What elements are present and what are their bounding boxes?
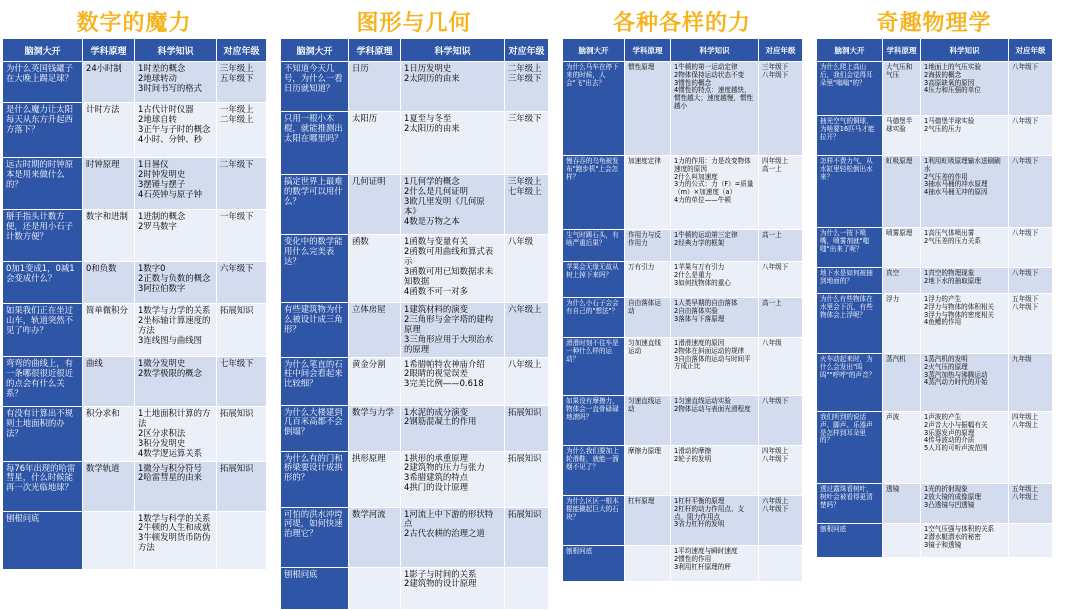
knowledge-cell: 1影子与时间的关系 2建筑物的设计原理 xyxy=(401,567,505,609)
knowledge-cell: 1古代计时仪器 2地球自转 3正午与子时的概念 4小时、分钟、秒 xyxy=(135,103,217,158)
principle-cell: 黄金分割 xyxy=(349,357,401,405)
question-cell: 为什么英国钱罐子在大晚上踢足球？ xyxy=(3,62,83,103)
principle-cell: 几何证明 xyxy=(349,175,401,235)
panel-geometry xyxy=(280,0,548,608)
table-row xyxy=(3,62,267,103)
grade-cell: 三年级下 八年级下 xyxy=(759,62,803,156)
principle-cell: 匀加速直线运动 xyxy=(625,338,671,396)
question-cell: 为什么区区一根木棍能撬起巨大的石块？ xyxy=(563,496,625,546)
grade-cell: 拓展知识 xyxy=(505,507,549,567)
principle-cell: 浮力 xyxy=(883,294,921,354)
principle-cell: 蒸汽机 xyxy=(883,354,921,412)
panel-title: 图形与几何 xyxy=(356,11,472,36)
header-brainstorm: 脑洞大开 xyxy=(563,39,625,62)
principle-cell xyxy=(83,511,135,569)
question-cell: 慢吞吞的乌龟被发布"跑步机"上会怎样？ xyxy=(563,156,625,230)
grade-cell: 四年级上 八年级上 xyxy=(1009,412,1053,484)
principle-cell: 惯性原理 xyxy=(625,62,671,156)
grade-cell: 八年级下 xyxy=(1009,62,1053,116)
question-cell: 为什么马车在停下来的时候，人会"飞"出去？ xyxy=(563,62,625,156)
knowledge-table xyxy=(280,38,549,610)
question-cell: 刨根问底 xyxy=(281,567,349,609)
table-row xyxy=(281,303,549,358)
principle-cell: 曲线 xyxy=(83,357,135,407)
grade-cell: 六年级上 xyxy=(505,303,549,358)
knowledge-cell: 1希腊帕特农神庙介绍 2眼睛的视觉误差 3完美比例——0.618 xyxy=(401,357,505,405)
grade-cell: 拓展知识 xyxy=(505,451,549,507)
header-grade: 对应年级 xyxy=(759,39,803,62)
knowledge-cell: 1杠杆平衡的原理 2杠杆的动力作用点、支点、阻力作用点 3省力杠杆的发明 xyxy=(671,496,759,546)
knowledge-cell: 1声波的产生 2声音大小与振幅有关 3乐器发声的原理 4传导波动的介质 5人耳的可听声波范围 xyxy=(921,412,1009,484)
question-cell: 地下水是如何被抽到地面的？ xyxy=(817,268,883,294)
table-row xyxy=(3,103,267,158)
question-cell: 如果我们正在坐过山车，轨道突然不见了咋办？ xyxy=(3,304,83,357)
table-row xyxy=(563,230,803,262)
header-principle: 学科原理 xyxy=(349,39,401,62)
knowledge-table xyxy=(816,38,1053,558)
header-principle: 学科原理 xyxy=(83,39,135,62)
table-row xyxy=(817,484,1053,524)
knowledge-cell: 1夏至与冬至 2太阳历的由来 xyxy=(401,112,505,175)
question-cell: 为什么我们要加上轮滑鞋，就能一溜烟不见了？ xyxy=(563,446,625,496)
grade-cell: 三年级下 xyxy=(505,112,549,175)
question-cell: 不知道今天几号，为什么一看日历就知道？ xyxy=(281,62,349,112)
table-row xyxy=(563,298,803,338)
question-cell: 为什么一按下喷嘴，喷雾剂就"嗤嗤"出来了呢？ xyxy=(817,228,883,268)
table-row xyxy=(3,407,267,462)
question-cell: 掰手指头计数方便，还是用小石子计数方便？ xyxy=(3,210,83,262)
header-knowledge: 科学知识 xyxy=(921,39,1009,62)
table-row xyxy=(563,62,803,156)
question-cell: 刨根问底 xyxy=(817,524,883,558)
table-row xyxy=(817,354,1053,412)
question-cell: 透过露珠看树叶，树叶会被看得更清楚吗？ xyxy=(817,484,883,524)
principle-cell: 立体房屋 xyxy=(349,303,401,358)
grade-cell: 拓展知识 xyxy=(217,461,267,511)
knowledge-cell: 1地面上的气压实验 2海拔的概念 3高原缺氧的原因 4压力和压强的单位 xyxy=(921,62,1009,116)
principle-cell: 万有引力 xyxy=(625,262,671,298)
principle-cell: 加速度定律 xyxy=(625,156,671,230)
grade-cell: 八年级下 xyxy=(1009,156,1053,228)
knowledge-cell: 1数字0 2正数与负数的概念 3阿拉伯数字 xyxy=(135,262,217,304)
grade-cell: 三年级上 五年级下 xyxy=(217,62,267,103)
principle-cell: 简单微积分 xyxy=(83,304,135,357)
knowledge-cell: 1空气压强与体积的关系 2潜水艇潜水的秘密 3镜子和透镜 xyxy=(921,524,1009,558)
panel-physics xyxy=(816,0,1052,608)
panel-title: 各种各样的力 xyxy=(612,11,751,36)
grade-cell: 八年级下 xyxy=(759,262,803,298)
grade-cell: 八年级下 xyxy=(759,396,803,446)
table-row xyxy=(281,112,549,175)
header-principle: 学科原理 xyxy=(625,39,671,62)
principle-cell: 日历 xyxy=(349,62,401,112)
principle-cell: 数字和进制 xyxy=(83,210,135,262)
grade-cell: 五年级下 八年级下 xyxy=(1009,294,1053,354)
knowledge-cell: 1高压气体喷出雾 2气压差的压力关系 xyxy=(921,228,1009,268)
header-brainstorm: 脑洞大开 xyxy=(281,39,349,62)
grade-cell: 二年级上 三年级下 xyxy=(505,62,549,112)
question-cell: 是什么魔力让太阳每天从东方升起西方落下？ xyxy=(3,103,83,158)
question-cell: 生气时踢石头，有啥严重后果？ xyxy=(563,230,625,262)
grade-cell xyxy=(217,511,267,569)
grade-cell: 拓展知识 xyxy=(505,405,549,451)
table-row xyxy=(563,446,803,496)
question-cell: 搞定世界上最难的数学可以用什么？ xyxy=(281,175,349,235)
table-row xyxy=(817,294,1053,354)
knowledge-table xyxy=(2,38,267,570)
grade-cell: 高一上 xyxy=(759,230,803,262)
knowledge-cell: 1日晷仪 2时钟发明史 3摆锤与摆子 4石英钟与原子钟 xyxy=(135,158,217,210)
principle-cell: 积分求和 xyxy=(83,407,135,462)
panel-number-magic xyxy=(2,0,266,608)
grade-cell: 二年级下 xyxy=(217,158,267,210)
knowledge-cell: 1浮力的产生 2浮力与物体的体积相关 3浮力与物体的密度相关 4鱼鳔的作用 xyxy=(921,294,1009,354)
header-grade: 对应年级 xyxy=(1009,39,1053,62)
header-brainstorm: 脑洞大开 xyxy=(3,39,83,62)
question-cell: 为什么笔直的石柱中间会看起来比较细？ xyxy=(281,357,349,405)
question-cell: 可怕的洪水冲垮河堤，如何快速治理它？ xyxy=(281,507,349,567)
panel-title: 奇趣物理学 xyxy=(876,11,992,36)
principle-cell: 数学河流 xyxy=(349,507,401,567)
table-row xyxy=(563,156,803,230)
grade-cell: 四年级上 高一上 xyxy=(759,156,803,230)
grade-cell: 九年级 xyxy=(1009,354,1053,412)
grade-cell: 一年级下 xyxy=(217,210,267,262)
table-row xyxy=(3,357,267,407)
knowledge-cell: 1水泥的成分演变 2钢筋混凝土的作用 xyxy=(401,405,505,451)
table-row xyxy=(3,461,267,511)
question-cell: 为什么有些物体在水里会下沉，有些物体会上浮呢？ xyxy=(817,294,883,354)
table-row xyxy=(3,210,267,262)
principle-cell: 摩擦力原理 xyxy=(625,446,671,496)
principle-cell: 太阳历 xyxy=(349,112,401,175)
knowledge-table xyxy=(562,38,803,582)
knowledge-cell: 1滑动的摩擦 2轮子的发明 xyxy=(671,446,759,496)
grade-cell: 七年级下 xyxy=(217,357,267,407)
principle-cell xyxy=(349,567,401,609)
principle-cell: 马德堡半球实验 xyxy=(883,116,921,156)
question-cell: 只用一根小木棍，就能推测出太阳在哪里吗？ xyxy=(281,112,349,175)
principle-cell xyxy=(883,524,921,558)
principle-cell: 0和负数 xyxy=(83,262,135,304)
table-row xyxy=(281,62,549,112)
knowledge-cell: 1光的折射现象 2放大镜的成像原理 3凸透镜与凹透镜 xyxy=(921,484,1009,524)
table-row xyxy=(563,338,803,396)
knowledge-cell: 1建筑材料的演变 2三角形与金字塔的建构原理 3三角形应用于大坝治水的原理 xyxy=(401,303,505,358)
knowledge-cell: 1人类早期的自由落体 2自由落体实验 3落体与下落原理 xyxy=(671,298,759,338)
grade-cell: 高一上 xyxy=(759,298,803,338)
question-cell: 为什么小石子会会有自己的"想法"？ xyxy=(563,298,625,338)
table-row xyxy=(817,268,1053,294)
table-row xyxy=(3,262,267,304)
grade-cell: 八年级 xyxy=(759,338,803,396)
grade-cell: 八年级下 xyxy=(1009,268,1053,294)
question-cell: 为什么大楼建到几百米高都不会倒塌？ xyxy=(281,405,349,451)
grade-cell xyxy=(759,546,803,582)
table-row xyxy=(563,262,803,298)
knowledge-cell: 1力的作用：力是改变物体速度的原因 2什么叫加速度 3力的公式：力（F）=质量（m）×加速度（a） 4力的单位——牛顿 xyxy=(671,156,759,230)
question-cell: 如果没有摩擦力，物体会一直骨碌碌地滚吗？ xyxy=(563,396,625,446)
principle-cell: 24小时制 xyxy=(83,62,135,103)
panel-forces xyxy=(562,0,802,608)
table-row xyxy=(817,228,1053,268)
principle-cell: 声波 xyxy=(883,412,921,484)
grade-cell: 五年级上 八年级上 xyxy=(1009,484,1053,524)
panel-title: 数字的魔力 xyxy=(76,11,192,36)
question-cell: 0加1变成1，0减1会变成什么？ xyxy=(3,262,83,304)
grade-cell: 八年级上 xyxy=(505,357,549,405)
principle-cell: 喷雾原理 xyxy=(883,228,921,268)
table-row xyxy=(3,304,267,357)
question-cell: 火车动起来时，为什么会发出"呜呜""呼呼"的声音？ xyxy=(817,354,883,412)
question-cell: 抽光空气的铜球，为啥要16匹马才能拉开？ xyxy=(817,116,883,156)
knowledge-cell: 1马德堡半球实验 2气压的压力 xyxy=(921,116,1009,156)
question-cell: 有些建筑物为什么被设计成三角形？ xyxy=(281,303,349,358)
question-cell: 变化中的数学能用什么完美表达？ xyxy=(281,235,349,303)
table-row xyxy=(281,405,549,451)
principle-cell: 计时方法 xyxy=(83,103,135,158)
principle-cell: 函数 xyxy=(349,235,401,303)
knowledge-cell: 1蒸汽机的发明 2火气压的原理 3蒸汽加热与沸腾运动 4蒸汽动力时代的开始 xyxy=(921,354,1009,412)
grade-cell: 三年级上 七年级上 xyxy=(505,175,549,235)
grade-cell: 六年级下 xyxy=(217,262,267,304)
knowledge-cell: 1匀速直线运动实验 2物体运动与表面光滑程度 xyxy=(671,396,759,446)
knowledge-cell: 1函数与变量有关 2函数可用曲线和算式表示 3函数可用已知数据求未知数据 4函数不可一对多 xyxy=(401,235,505,303)
knowledge-cell: 1数学与力学的关系 2坐标轴计算速度的方法 3连线图与曲线图 xyxy=(135,304,217,357)
header-brainstorm: 脑洞大开 xyxy=(817,39,883,62)
principle-cell: 匀速直线运动 xyxy=(625,396,671,446)
knowledge-cell: 1时差的概念 2地球转动 3时间书写的格式 xyxy=(135,62,217,103)
knowledge-cell: 1河流上中下游的形状特点 2古代农耕的治理之道 xyxy=(401,507,505,567)
header-grade: 对应年级 xyxy=(505,39,549,62)
grade-cell: 拓展知识 xyxy=(217,407,267,462)
question-cell: 怎样不费力气，从水缸里轻松倒出水来？ xyxy=(817,156,883,228)
grade-cell: 八年级 xyxy=(505,235,549,303)
table-row xyxy=(817,412,1053,484)
knowledge-cell: 1滑滑速度的原因 2物体在斜面运动的规律 3自由落体的运动与时间平方成正比 xyxy=(671,338,759,396)
knowledge-cell: 1平均速度与瞬时速度 2惯性的作用 3利用杠杆原理的秤 xyxy=(671,546,759,582)
knowledge-cell: 1利用虹吸原理输水送刷刷水 2气压差的作用 3抽水马桶的冲水原理 4抽水马桶无冲的原因 xyxy=(921,156,1009,228)
grade-cell: 六年级上 八年级下 xyxy=(759,496,803,546)
question-cell: 为什么有的门和桥梁要设计成拱形的？ xyxy=(281,451,349,507)
question-cell: 有没有计算出不规则土地面积的办法？ xyxy=(3,407,83,462)
table-row xyxy=(817,116,1053,156)
question-cell: 远古时期的时钟原本是用来做什么的？ xyxy=(3,158,83,210)
table-row xyxy=(3,511,267,569)
header-knowledge: 科学知识 xyxy=(401,39,505,62)
principle-cell: 自由落体运动 xyxy=(625,298,671,338)
table-row xyxy=(563,496,803,546)
table-row xyxy=(281,567,549,609)
table-row xyxy=(281,175,549,235)
header-knowledge: 科学知识 xyxy=(135,39,217,62)
table-row xyxy=(281,235,549,303)
question-cell: 刨根问底 xyxy=(563,546,625,582)
principle-cell: 作用力与反作用力 xyxy=(625,230,671,262)
principle-cell xyxy=(625,546,671,582)
grade-cell xyxy=(1009,524,1053,558)
knowledge-cell: 1苹果与万有引力 2什么是重力 3如何找物体的重心 xyxy=(671,262,759,298)
table-row xyxy=(563,546,803,582)
knowledge-cell: 1真空的物理现象 2地下水的抽取原理 xyxy=(921,268,1009,294)
knowledge-cell: 1微分与积分符号 2哈雷彗星的由来 xyxy=(135,461,217,511)
knowledge-cell: 1数学与科学的关系 2牛顿的人生和成就 3牛顿发明货币防伪方法 xyxy=(135,511,217,569)
knowledge-cell: 1进制的概念 2罗马数字 xyxy=(135,210,217,262)
table-row xyxy=(281,451,549,507)
table-row xyxy=(817,156,1053,228)
grade-cell: 四年级上 八年级下 xyxy=(759,446,803,496)
knowledge-cell: 1牛顿的运动第三定律 2经典力学的框架 xyxy=(671,230,759,262)
grade-cell: 八年级下 xyxy=(1009,116,1053,156)
knowledge-cell: 1牛顿的第一运动定律 2物体保持运动状态不变 3惯性的概念 4惯性的特点：速度越快，惯性越大；速度越慢，惯性越小 xyxy=(671,62,759,156)
principle-cell: 时钟原理 xyxy=(83,158,135,210)
table-row xyxy=(281,507,549,567)
principle-cell: 真空 xyxy=(883,268,921,294)
grade-cell: 八年级下 xyxy=(1009,228,1053,268)
principle-cell: 透镜 xyxy=(883,484,921,524)
table-row xyxy=(817,524,1053,558)
question-cell: 刨根问底 xyxy=(3,511,83,569)
principle-cell: 杠杆原理 xyxy=(625,496,671,546)
question-cell: 每76年出现的哈雷彗星，什么时候能再一次光临地球？ xyxy=(3,461,83,511)
knowledge-cell: 1拱形的承重原理 2建筑物的压力与张力 3希腊建筑的特点 4拱门的设计原理 xyxy=(401,451,505,507)
grade-cell xyxy=(505,567,549,609)
question-cell: 为什么爬上高山后，我们会觉得耳朵里"嗡嗡"的？ xyxy=(817,62,883,116)
principle-cell: 数学轨道 xyxy=(83,461,135,511)
question-cell: 我们听到的说话声、脚声、乐器声是怎样到耳朵里的？ xyxy=(817,412,883,484)
knowledge-cell: 1微分发明史 2数学极限的概念 xyxy=(135,357,217,407)
principle-cell: 拱形原理 xyxy=(349,451,401,507)
header-principle: 学科原理 xyxy=(883,39,921,62)
knowledge-cell: 1日历发明史 2太阴历的由来 xyxy=(401,62,505,112)
header-knowledge: 科学知识 xyxy=(671,39,759,62)
table-row xyxy=(3,158,267,210)
header-grade: 对应年级 xyxy=(217,39,267,62)
question-cell: 弯弯的曲线上，有一条哪很很近很近的点会有什么关系？ xyxy=(3,357,83,407)
knowledge-cell: 1土地面积计算的方法 2区分求积法 3积分发明史 4数学逻运算关系 xyxy=(135,407,217,462)
knowledge-cell: 1几何学的概念 2什么是几何证明 3欧几里发明《几何原本》 4数是万物之本 xyxy=(401,175,505,235)
principle-cell: 数学与力学 xyxy=(349,405,401,451)
principle-cell: 大气压和气压 xyxy=(883,62,921,116)
grade-cell: 一年级上 二年级上 xyxy=(217,103,267,158)
table-row xyxy=(563,396,803,446)
question-cell: 滑滑时刻不往车是一种什么样的运动？ xyxy=(563,338,625,396)
question-cell: 苹果会无缘无故从树上掉下来吗？ xyxy=(563,262,625,298)
table-row xyxy=(281,357,549,405)
grade-cell: 拓展知识 xyxy=(217,304,267,357)
table-row xyxy=(817,62,1053,116)
principle-cell: 虹吸原理 xyxy=(883,156,921,228)
